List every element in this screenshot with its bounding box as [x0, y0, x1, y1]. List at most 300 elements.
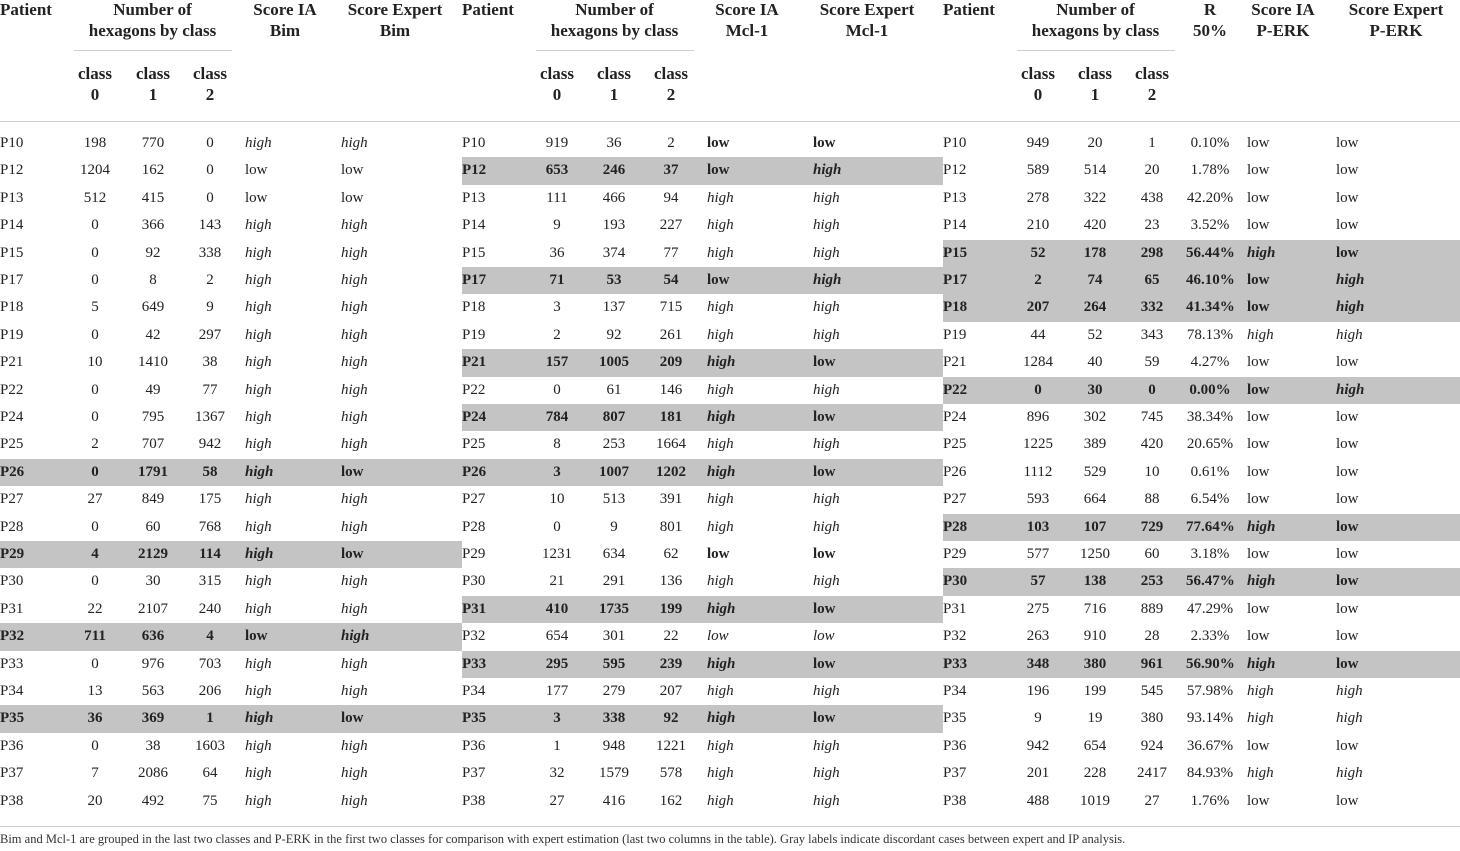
cell-c0: 1112: [1023, 463, 1053, 480]
cell-c0: 2: [91, 436, 99, 453]
cell-ia: high: [245, 244, 272, 261]
table-row: [0, 349, 462, 376]
cell-c0: 653: [545, 162, 569, 179]
cell-c1: 92: [145, 244, 161, 261]
cell-c2: 338: [198, 244, 222, 261]
cell-ia: low: [1247, 600, 1270, 617]
cell-patient: P22: [462, 381, 486, 398]
table-row: [0, 541, 462, 568]
cell-expert: low: [1336, 436, 1359, 453]
cell-c2: 28: [1144, 628, 1160, 645]
cell-c0: 201: [1026, 765, 1050, 782]
cell-ia: high: [245, 436, 272, 453]
table-row: [462, 541, 943, 568]
cell-c0: 210: [1026, 217, 1050, 234]
cell-c1: 707: [141, 436, 165, 453]
cell-ia: low: [707, 546, 730, 562]
cell-patient: P19: [943, 326, 967, 343]
cell-patient: P34: [943, 683, 967, 699]
cell-expert: high: [341, 600, 368, 617]
cell-ia: low: [245, 189, 268, 206]
cell-c2: 175: [198, 491, 222, 508]
cell-c0: 27: [87, 491, 103, 508]
cell-c2: 380: [1140, 710, 1164, 727]
cell-patient: P18: [0, 299, 24, 316]
cell-c0: 3: [553, 299, 561, 316]
table-row: [462, 294, 943, 321]
cell-c2: 545: [1140, 683, 1164, 699]
cell-ia: low: [1247, 491, 1270, 508]
cell-ia: high: [245, 600, 272, 617]
header-class0: class 0: [540, 64, 574, 104]
cell-c0: 8: [553, 436, 561, 453]
cell-c0: 2: [553, 326, 561, 343]
cell-patient: P28: [943, 518, 968, 535]
cell-c1: 529: [1083, 463, 1107, 480]
table-row: [462, 596, 943, 623]
table-row: [0, 788, 462, 815]
cell-ia: high: [245, 737, 272, 754]
cell-expert: low: [1336, 135, 1359, 151]
cell-c0: 196: [1026, 683, 1050, 699]
cell-c1: 74: [1087, 272, 1103, 288]
cell-c0: 919: [545, 135, 569, 151]
cell-c0: 784: [545, 409, 569, 425]
cell-expert: low: [813, 628, 835, 645]
cell-r: 20.65%: [1186, 436, 1234, 453]
header-patient: Patient: [943, 0, 995, 19]
cell-patient: P35: [0, 710, 25, 727]
cell-c0: 0: [91, 518, 99, 535]
cell-expert: low: [813, 354, 836, 371]
cell-expert: low: [1336, 655, 1359, 672]
cell-r: 38.34%: [1186, 409, 1234, 425]
table-row: [462, 157, 943, 184]
cell-r: 78.13%: [1186, 326, 1234, 343]
cell-patient: P30: [462, 573, 486, 590]
cell-r: 0.00%: [1189, 381, 1231, 398]
cell-c1: 634: [602, 546, 626, 562]
cell-ia: high: [1247, 326, 1274, 343]
cell-ia: high: [245, 354, 272, 371]
table-row: [462, 212, 943, 239]
cell-patient: P36: [0, 737, 24, 754]
cell-r: 41.34%: [1186, 299, 1235, 316]
cell-expert: high: [341, 655, 368, 672]
cell-c2: 207: [659, 683, 683, 699]
cell-expert: high: [1336, 710, 1363, 727]
table-row: [943, 130, 1460, 157]
cell-c1: 1410: [138, 354, 168, 371]
cell-c2: 2: [667, 135, 675, 151]
cell-patient: P10: [943, 135, 967, 151]
table-row: [943, 651, 1460, 678]
cell-c2: 77: [663, 244, 679, 261]
header-score-ia: Score IA P-ERK: [1251, 0, 1315, 40]
cell-ia: high: [245, 792, 272, 809]
cell-ia: high: [1247, 655, 1276, 672]
cell-expert: low: [1336, 546, 1359, 562]
table-row: [943, 322, 1460, 349]
cell-ia: high: [245, 326, 272, 343]
cell-ia: low: [1247, 628, 1270, 645]
cell-c0: 10: [549, 491, 565, 508]
table-row: [0, 377, 462, 404]
cell-c0: 207: [1026, 299, 1050, 316]
cell-c0: 22: [87, 600, 103, 617]
cell-c1: 20: [1087, 135, 1103, 151]
table-row: [462, 130, 943, 157]
cell-c0: 654: [545, 628, 569, 645]
cell-expert: high: [341, 491, 368, 508]
cell-c1: 228: [1083, 765, 1107, 782]
cell-ia: low: [1247, 135, 1270, 151]
cell-c1: 492: [141, 792, 165, 809]
cell-ia: high: [707, 765, 734, 782]
cell-c0: 410: [545, 600, 569, 617]
cell-c0: 593: [1026, 491, 1050, 508]
cell-c2: 253: [1140, 573, 1164, 590]
cell-c2: 65: [1144, 272, 1160, 288]
cell-c0: 275: [1026, 600, 1050, 617]
table-footnote: Bim and Mcl-1 are grouped in the last two classes and P-ERK in the first two classes for comparison with expert estimation (last two columns in the table). Gray labels indicate discordant cases between expert and IP analysis.: [0, 832, 1126, 846]
cell-expert: low: [341, 710, 364, 727]
table-row: [0, 404, 462, 431]
header-class0: class 0: [78, 64, 112, 104]
cell-patient: P32: [0, 628, 25, 645]
table-row: [462, 623, 943, 650]
cell-expert: high: [341, 792, 368, 809]
cell-r: 93.14%: [1186, 710, 1234, 727]
table-row: [0, 267, 462, 294]
cell-c2: 58: [202, 463, 218, 480]
cell-c1: 30: [145, 573, 161, 590]
cell-expert: high: [813, 272, 842, 288]
cell-patient: P12: [462, 162, 487, 179]
cell-c0: 0: [91, 217, 99, 234]
cell-c1: 302: [1083, 409, 1107, 425]
cell-c0: 2: [1034, 272, 1042, 288]
cell-r: 1.78%: [1190, 162, 1230, 179]
cell-c1: 138: [1083, 573, 1107, 590]
cell-ia: low: [1247, 272, 1270, 288]
cell-c0: 57: [1030, 573, 1046, 590]
header-hex-underline: [536, 50, 694, 51]
cell-c0: 103: [1026, 518, 1050, 535]
cell-c2: 77: [202, 381, 218, 398]
cell-c1: 716: [1083, 600, 1107, 617]
cell-ia: low: [1247, 792, 1270, 809]
cell-expert: high: [813, 792, 840, 809]
cell-expert: high: [341, 272, 368, 288]
cell-patient: P24: [462, 409, 487, 425]
cell-patient: P30: [0, 573, 24, 590]
cell-ia: high: [707, 244, 734, 261]
cell-c0: 278: [1026, 189, 1050, 206]
cell-c2: 10: [1144, 463, 1160, 480]
cell-c0: 577: [1026, 546, 1050, 562]
cell-ia: high: [707, 436, 734, 453]
cell-expert: high: [341, 217, 368, 234]
table-row: [0, 240, 462, 267]
cell-ia: high: [245, 135, 272, 151]
cell-c2: 961: [1140, 655, 1164, 672]
cell-expert: high: [341, 737, 368, 754]
cell-ia: low: [1247, 162, 1270, 179]
cell-ia: high: [245, 765, 272, 782]
cell-c2: 1664: [656, 436, 686, 453]
cell-c1: 366: [141, 217, 165, 234]
cell-c2: 9: [206, 299, 214, 316]
cell-patient: P34: [0, 683, 24, 699]
cell-ia: high: [1247, 518, 1276, 535]
cell-c0: 10: [87, 354, 103, 371]
cell-c1: 199: [1083, 683, 1107, 699]
cell-ia: low: [1247, 409, 1270, 425]
cell-ia: high: [707, 463, 736, 480]
cell-patient: P25: [0, 436, 24, 453]
cell-c2: 0: [1148, 381, 1156, 398]
cell-expert: high: [341, 244, 368, 261]
table-row: [0, 514, 462, 541]
cell-ia: low: [1247, 436, 1270, 453]
cell-patient: P17: [462, 272, 487, 288]
table-row: [462, 377, 943, 404]
header-class2: class 2: [654, 64, 688, 104]
cell-patient: P29: [943, 546, 967, 562]
cell-c2: 54: [663, 272, 679, 288]
table-row: [0, 678, 462, 705]
table-row: [943, 760, 1460, 787]
cell-r: 47.29%: [1186, 600, 1234, 617]
cell-r: 42.20%: [1186, 189, 1234, 206]
cell-c2: 20: [1144, 162, 1160, 179]
cell-patient: P25: [462, 436, 486, 453]
cell-patient: P38: [943, 792, 967, 809]
cell-patient: P32: [943, 628, 967, 645]
table-row: [943, 596, 1460, 623]
cell-expert: low: [1336, 600, 1359, 617]
cell-c2: 1367: [195, 409, 225, 425]
cell-r: 1.76%: [1190, 792, 1230, 809]
cell-c2: 2: [206, 272, 214, 288]
cell-patient: P37: [943, 765, 967, 782]
cell-patient: P29: [462, 546, 486, 562]
cell-expert: high: [813, 765, 840, 782]
table-row: [0, 568, 462, 595]
table-row: [462, 733, 943, 760]
cell-c2: 206: [198, 683, 222, 699]
cell-c1: 2086: [138, 765, 168, 782]
header-class2: class 2: [1135, 64, 1169, 104]
cell-expert: high: [341, 518, 368, 535]
cell-expert: high: [1336, 326, 1363, 343]
cell-c2: 768: [198, 518, 222, 535]
cell-c1: 137: [602, 299, 626, 316]
cell-c1: 948: [602, 737, 626, 754]
cell-c0: 0: [91, 326, 99, 343]
cell-c0: 0: [1034, 381, 1042, 398]
cell-c1: 563: [141, 683, 165, 699]
cell-c2: 136: [659, 573, 683, 590]
cell-c1: 38: [145, 737, 161, 754]
cell-patient: P13: [0, 189, 24, 206]
cell-c0: 5: [91, 299, 99, 316]
cell-c2: 0: [206, 189, 214, 206]
cell-ia: low: [1247, 299, 1270, 316]
cell-patient: P26: [0, 463, 25, 480]
cell-c1: 264: [1083, 299, 1107, 316]
cell-expert: high: [1336, 765, 1363, 782]
table-row: [0, 760, 462, 787]
cell-expert: high: [813, 381, 840, 398]
cell-r: 0.10%: [1190, 135, 1230, 151]
table-row: [943, 267, 1460, 294]
cell-r: 3.18%: [1190, 546, 1230, 562]
cell-c2: 1: [1148, 135, 1156, 151]
cell-c1: 1579: [599, 765, 629, 782]
cell-r: 4.27%: [1190, 354, 1230, 371]
cell-expert: high: [813, 737, 840, 754]
table-row: [943, 212, 1460, 239]
cell-r: 3.52%: [1190, 217, 1230, 234]
cell-c2: 1: [206, 710, 214, 727]
cell-c1: 162: [141, 162, 165, 179]
cell-c2: 438: [1140, 189, 1164, 206]
cell-c1: 49: [145, 381, 161, 398]
cell-ia: high: [707, 710, 736, 727]
header-score-expert: Score Expert Mcl-1: [819, 0, 915, 40]
cell-c2: 0: [206, 162, 214, 179]
cell-patient: P15: [0, 244, 24, 261]
cell-ia: high: [1247, 710, 1274, 727]
cell-c2: 801: [659, 518, 683, 535]
cell-r: 84.93%: [1186, 765, 1234, 782]
cell-c0: 0: [91, 573, 99, 590]
cell-c1: 466: [602, 189, 626, 206]
cell-c2: 162: [659, 792, 683, 809]
cell-c1: 61: [606, 381, 622, 398]
cell-c1: 9: [610, 518, 618, 535]
cell-expert: low: [1336, 737, 1359, 754]
cell-expert: high: [813, 436, 840, 453]
cell-ia: high: [707, 518, 734, 535]
cell-expert: high: [341, 573, 368, 590]
table-row: [0, 459, 462, 486]
cell-patient: P24: [943, 409, 967, 425]
cell-c2: 23: [1144, 217, 1160, 234]
cell-c2: 1603: [195, 737, 225, 754]
cell-expert: low: [813, 546, 836, 562]
cell-c0: 71: [549, 272, 565, 288]
table-row: [0, 623, 462, 650]
cell-c2: 92: [663, 710, 679, 727]
cell-patient: P15: [943, 244, 968, 261]
cell-patient: P22: [0, 381, 24, 398]
cell-c1: 416: [602, 792, 626, 809]
cell-c0: 177: [545, 683, 569, 699]
cell-expert: high: [341, 436, 368, 453]
cell-patient: P38: [0, 792, 24, 809]
cell-patient: P14: [462, 217, 486, 234]
cell-c2: 94: [663, 189, 679, 206]
cell-expert: low: [1336, 491, 1359, 508]
cell-ia: high: [707, 326, 734, 343]
cell-c0: 9: [553, 217, 561, 234]
cell-expert: high: [813, 573, 840, 590]
cell-c1: 19: [1087, 710, 1103, 727]
table-row: [943, 431, 1460, 458]
table-row: [0, 486, 462, 513]
cell-c2: 88: [1144, 491, 1160, 508]
cell-patient: P32: [462, 628, 486, 645]
cell-c0: 0: [553, 518, 561, 535]
cell-c2: 1202: [656, 463, 686, 480]
cell-patient: P21: [943, 354, 967, 371]
header-score-expert: Score Expert P-ERK: [1348, 0, 1444, 40]
header-hex-underline: [1017, 50, 1175, 51]
cell-c2: 64: [202, 765, 218, 782]
cell-expert: high: [341, 135, 368, 151]
table-row: [943, 459, 1460, 486]
cell-patient: P38: [462, 792, 486, 809]
cell-c2: 38: [202, 354, 218, 371]
cell-r: 2.33%: [1190, 628, 1230, 645]
cell-c1: 513: [602, 491, 626, 508]
cell-ia: high: [707, 354, 736, 371]
cell-c2: 942: [198, 436, 222, 453]
header-class1: class 1: [1078, 64, 1112, 104]
cell-patient: P13: [943, 189, 967, 206]
cell-ia: low: [1247, 354, 1270, 371]
cell-patient: P19: [0, 326, 24, 343]
cell-patient: P33: [943, 655, 968, 672]
cell-expert: low: [1336, 162, 1359, 179]
cell-c2: 924: [1140, 737, 1164, 754]
cell-expert: low: [813, 135, 836, 151]
cell-c0: 0: [91, 737, 99, 754]
cell-c2: 199: [659, 600, 683, 617]
cell-ia: low: [245, 628, 268, 645]
cell-c1: 338: [602, 710, 626, 727]
cell-r: 56.44%: [1186, 244, 1235, 261]
cell-patient: P21: [0, 354, 24, 371]
cell-expert: low: [1336, 573, 1359, 590]
cell-c1: 279: [602, 683, 626, 699]
cell-expert: low: [1336, 792, 1359, 809]
cell-r: 0.61%: [1190, 463, 1230, 480]
cell-expert: low: [813, 600, 836, 617]
table-row: [462, 349, 943, 376]
cell-c1: 807: [602, 409, 626, 425]
cell-c1: 664: [1083, 491, 1107, 508]
cell-expert: high: [341, 326, 368, 343]
cell-r: 36.67%: [1186, 737, 1234, 754]
cell-c1: 193: [602, 217, 626, 234]
cell-c2: 4: [206, 628, 214, 645]
cell-r: 77.64%: [1186, 518, 1235, 535]
cell-patient: P27: [462, 491, 486, 508]
cell-patient: P21: [462, 354, 487, 371]
header-class0: class 0: [1021, 64, 1055, 104]
cell-c2: 37: [663, 162, 679, 179]
cell-c0: 0: [91, 244, 99, 261]
cell-c0: 0: [91, 463, 99, 480]
table-row: [462, 185, 943, 212]
cell-expert: low: [341, 162, 364, 179]
cell-ia: low: [1247, 546, 1270, 562]
table-row: [462, 514, 943, 541]
